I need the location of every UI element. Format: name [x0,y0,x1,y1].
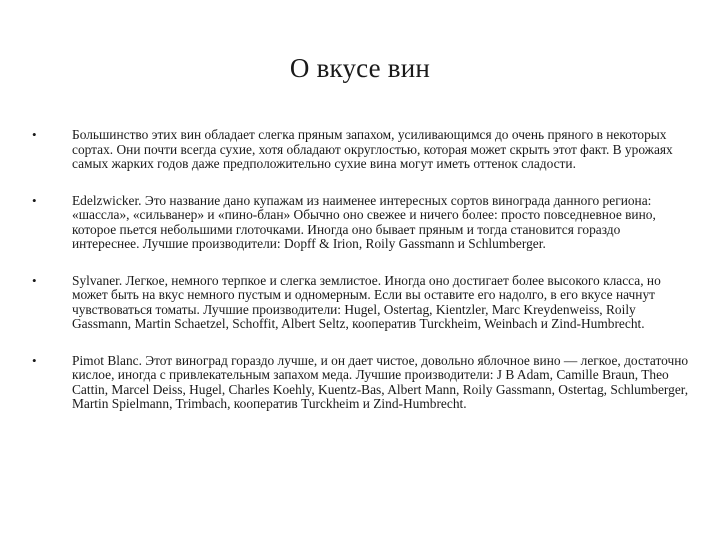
bullet-text: Sylvaner. Легкое, немного терпкое и слегка землистое. Иногда оно достигает более высокого класса, но может быть на вкус немного пустым и одномерным. Если вы оставите его надолго, в его вкусе начнут чувствоваться томаты. Лучшие производители: Hugel, Ostertag, Kientzler, Marc Kreydenweiss, Roily Gassmann, Martin Schaetzel, Schoffit, Albert Seltz, кооператив Turckheim, Weinbach и Zind-Humbrecht. [72,272,661,331]
bullet-item-edelzwicker [30,194,690,252]
bullet-icon: • [32,127,37,142]
bullet-text: Pimot Blanc. Этот виноград гораздо лучше, и он дает чистое, довольно яблочное вино — легкое, достаточно кислое, иногда с привлекательным запахом меда. Лучшие производители: J B Adam, Camille Braun, Theo Cattin, Marcel Deiss, Hugel, Charles Koehly, Kuentz-Bas, Albert Mann, Roily Gassmann, Ostertag, Schlumberger, Martin Spielmann, Trimbach, кооператив Turckheim и Zind-Humbrecht. [72,352,689,411]
bullet-icon: • [32,352,37,368]
bullet-text: Большинство этих вин обладает слегка пряным запахом, усиливающимся до очень пряного в некоторых сортах. Они почти всегда сухие, хотя обладают округлостью, которая может скрыть этот факт. В урожаях самых жарких годов даже предположительно сухие вина могут иметь оттенок сладости. [72,127,673,171]
bullet-icon: • [32,192,37,208]
slide-title: О вкусе вин [289,53,431,83]
bullet-text: Edelzwicker. Это название дано купажам из наименее интересных сортов винограда данного региона: «шассла», «сильванер» и «пино-блан» Обычно оно свежее и ничего более: просто повседневное вино, которое пьется небольшими глоточками. Иногда оно бывает пряным и тогда становится гораздо интереснее. Лучшие производители: Dopff & Irion, Roily Gassmann и Schlumberger. [72,192,656,251]
bullet-item-pinot-blanc [30,354,690,412]
bullet-item-sylvaner [30,274,690,332]
bullet-icon: • [32,272,37,288]
bullet-list [30,128,690,434]
bullet-item-blends-general [30,128,690,172]
